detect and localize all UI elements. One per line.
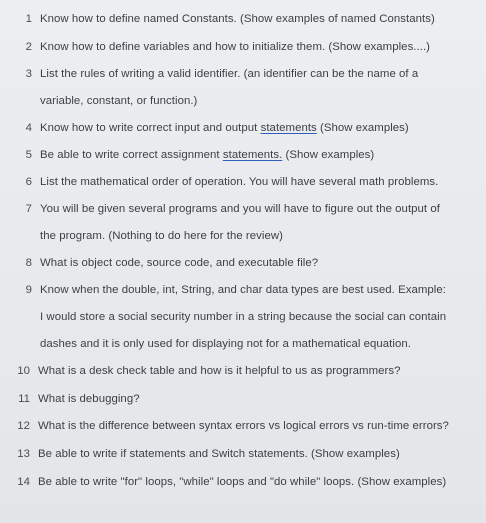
item-number: 11: [18, 393, 30, 405]
list-item: [12, 12, 435, 26]
item-number: 6: [25, 176, 32, 188]
item-text-continuation: I would store a social security number in a string because the social can contain: [40, 311, 447, 323]
list-item: [6, 392, 140, 406]
item-text-continuation: the program. (Nothing to do here for the review): [40, 230, 283, 242]
list-item: [6, 447, 400, 461]
item-number: 14: [17, 476, 30, 488]
list-item-continuation: [40, 310, 446, 324]
item-number: 3: [25, 68, 32, 80]
list-item: [6, 364, 400, 378]
item-text: What is the difference between syntax errors vs logical errors vs run-time errors?: [38, 420, 449, 432]
item-number: 12: [17, 420, 30, 432]
list-item: [12, 67, 418, 81]
list-item: [12, 283, 446, 297]
item-text: What is debugging?: [38, 393, 140, 405]
list-item: [6, 419, 449, 433]
list-item: [12, 40, 430, 54]
item-text-end: (Show examples): [316, 122, 409, 134]
item-number: 4: [25, 122, 32, 134]
item-text: Know how to write correct input and output: [40, 122, 261, 134]
item-number: 5: [25, 149, 32, 161]
item-number: 9: [25, 284, 32, 296]
list-item: [6, 475, 446, 489]
list-item: [12, 256, 318, 270]
item-text: Know how to define variables and how to initialize them. (Show examples....): [40, 41, 431, 53]
list-item: [12, 148, 374, 162]
item-number: 1: [25, 13, 32, 25]
item-text: Know how to define named Constants. (Show examples of named Constants): [40, 13, 435, 25]
item-text: List the rules of writing a valid identifier. (an identifier can be the name of a: [40, 68, 419, 80]
item-text: List the mathematical order of operation. You will have several math problems.: [40, 176, 439, 188]
item-text-continuation: dashes and it is only used for displaying not for a mathematical equation.: [40, 338, 411, 350]
item-text: Know when the double, int, String, and char data types are best used. Example:: [40, 284, 446, 296]
item-text-continuation: variable, constant, or function.): [40, 95, 198, 107]
list-item: [12, 121, 409, 135]
item-number: 7: [25, 203, 32, 215]
item-text-end: (Show examples): [282, 149, 375, 161]
item-text: Be able to write correct assignment: [40, 149, 223, 161]
item-number: 2: [25, 41, 32, 53]
item-number: 8: [25, 257, 32, 269]
item-text: What is object code, source code, and executable file?: [40, 257, 319, 269]
list-item-continuation: [40, 337, 411, 351]
list-item-continuation: [40, 229, 283, 243]
item-text: Be able to write "for" loops, "while" loops and "do while" loops. (Show examples): [38, 476, 447, 488]
item-text: What is a desk check table and how is it helpful to us as programmers?: [38, 365, 401, 377]
item-number: 13: [17, 448, 30, 460]
list-item: [12, 175, 438, 189]
item-text: You will be given several programs and you will have to figure out the output of: [40, 203, 440, 215]
item-text: Be able to write if statements and Switch statements. (Show examples): [38, 448, 400, 460]
underlined-word: statements.: [222, 149, 283, 161]
underlined-word: statements: [260, 122, 317, 134]
list-item-continuation: [40, 94, 197, 108]
list-item: [12, 202, 440, 216]
item-number: 10: [17, 365, 30, 377]
